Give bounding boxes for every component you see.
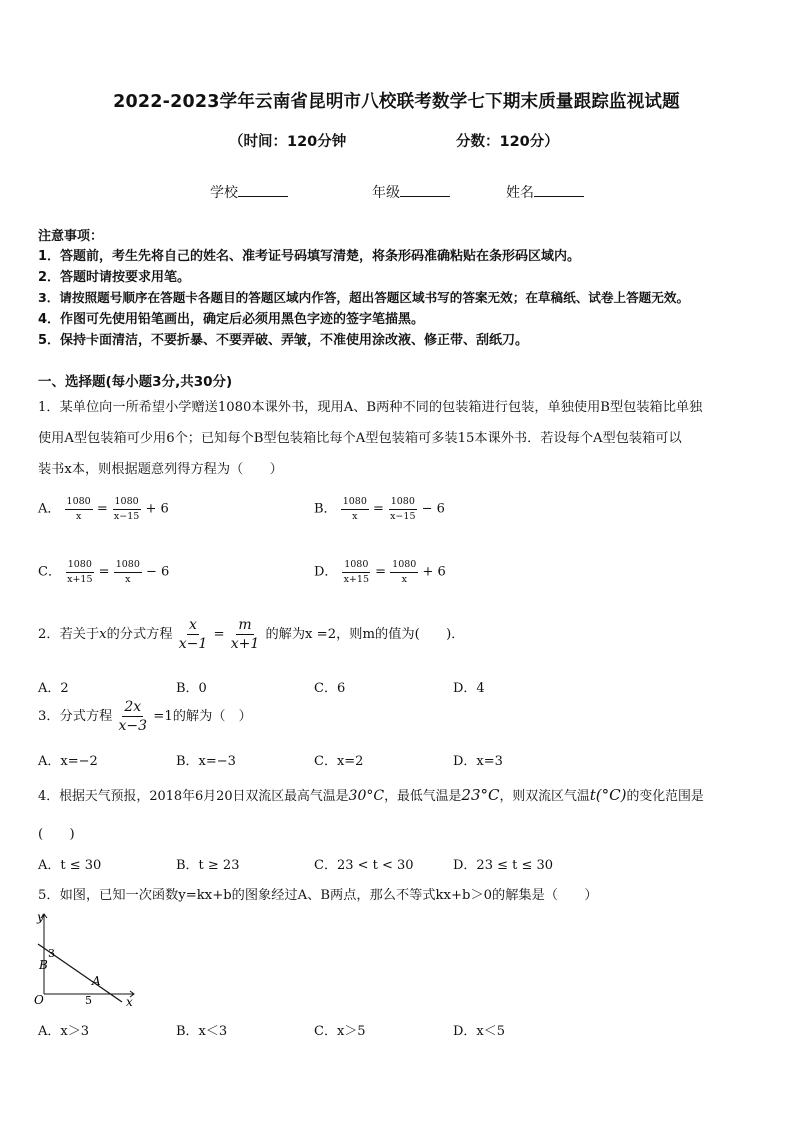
linear-function-graph: [30, 906, 142, 1008]
exam-time: （时间：120分钟: [229, 134, 347, 150]
tick-5-label: 5: [85, 994, 92, 1007]
q5-option-b[interactable]: B．x＜3: [176, 1024, 228, 1039]
q2-option-b[interactable]: B．0: [176, 681, 207, 696]
q1-line: 装书x本，则根据题意列得方程为（ ）: [38, 462, 283, 477]
notice-heading: 注意事项：: [38, 229, 104, 244]
section-heading: 一、选择题(每小题3分,共30分): [38, 374, 233, 390]
q3-stem: 3．分式方程 $\frac{2x}{x-3}$ =1的解为（ ）: [38, 699, 252, 734]
q4-option-b[interactable]: B．t ≥ 23: [176, 858, 240, 873]
point-b-label: B: [39, 958, 48, 972]
notice-item: 4．作图可先使用铅笔画出，确定后必须用黑色字迹的签字笔描黑。: [38, 312, 425, 327]
q3-option-c[interactable]: C．x=2: [314, 754, 364, 769]
notice-item: 1．答题前，考生先将自己的姓名、准考证号码填写清楚，将条形码准确粘贴在条形码区域内。: [38, 249, 581, 264]
q5-option-a[interactable]: A．x＞3: [38, 1024, 89, 1039]
q4-option-d[interactable]: D．23 ≤ t ≤ 30: [453, 858, 554, 873]
q5-stem: 5．如图，已知一次函数y=kx+b的图象经过A、B两点，那么不等式kx+b＞0的解集是（ ）: [38, 888, 598, 903]
q2-option-d[interactable]: D．4: [453, 681, 485, 696]
q2-option-a[interactable]: A．2: [38, 681, 69, 696]
q1-option-b[interactable]: B． $\frac{1080}{x}$ = $\frac{1080}{x-15}$ − 6: [314, 496, 445, 522]
q3-option-b[interactable]: B．x=−3: [176, 754, 236, 769]
page-title: 2022-2023学年云南省昆明市八校联考数学七下期末质量跟踪监视试题: [113, 92, 680, 112]
q4-option-c[interactable]: C．23 < t < 30: [314, 858, 414, 873]
q3-option-a[interactable]: A．x=−2: [38, 754, 98, 769]
notice-item: 3．请按照题号顺序在答题卡各题目的答题区域内作答，超出答题区域书写的答案无效；在草稿纸、试卷上答题无效。: [38, 290, 690, 305]
q2-option-c[interactable]: C．6: [314, 681, 346, 696]
origin-label: O: [34, 993, 44, 1007]
q5-option-c[interactable]: C．x＞5: [314, 1024, 366, 1039]
q1-line: 1．某单位向一所希望小学赠送1080本课外书，现用A、B两种不同的包装箱进行包装，单独使用B型包装箱比单独: [38, 400, 703, 415]
grade-field[interactable]: 年级: [372, 182, 450, 202]
q3-option-d[interactable]: D．x=3: [453, 754, 503, 769]
q4-paren: ( ): [38, 827, 75, 842]
exam-score: 分数：120分）: [456, 134, 559, 150]
q1-option-a[interactable]: A． $\frac{1080}{x}$ = $\frac{1080}{x-15}$ + 6: [38, 496, 169, 522]
q4-option-a[interactable]: A．t ≤ 30: [38, 858, 102, 873]
q2-stem: 2．若关于x的分式方程 $\frac{x}{x-1}$ = $\frac{m}{x+1}$ 的解为x =2，则m的值为( )．: [38, 617, 465, 652]
notice-item: 5．保持卡面清洁，不要折暴、不要弄破、弄皱，不准使用涂改液、修正带、刮纸刀。: [38, 333, 529, 348]
notice-item: 2．答题时请按要求用笔。: [38, 270, 191, 285]
y-label: y: [37, 910, 44, 924]
q1-option-c[interactable]: C． $\frac{1080}{x+15}$ = $\frac{1080}{x}$ − 6: [38, 559, 170, 585]
point-a-label: A: [92, 974, 101, 988]
school-field[interactable]: 学校: [210, 182, 288, 202]
tick-3-label: 3: [48, 947, 55, 960]
q4-stem: 4．根据天气预报，2018年6月20日双流区最高气温是30°C，最低气温是23°C，则双流区气温t(°C)的变化范围是: [38, 786, 704, 804]
q1-line: 使用A型包装箱可少用6个；已知每个B型包装箱比每个A型包装箱可多装15本课外书．若设每个A型包装箱可以: [38, 431, 682, 446]
name-field[interactable]: 姓名: [506, 182, 584, 202]
q5-option-d[interactable]: D．x＜5: [453, 1024, 506, 1039]
q1-option-d[interactable]: D． $\frac{1080}{x+15}$ = $\frac{1080}{x}$ + 6: [314, 559, 446, 585]
x-label: x: [126, 995, 133, 1008]
